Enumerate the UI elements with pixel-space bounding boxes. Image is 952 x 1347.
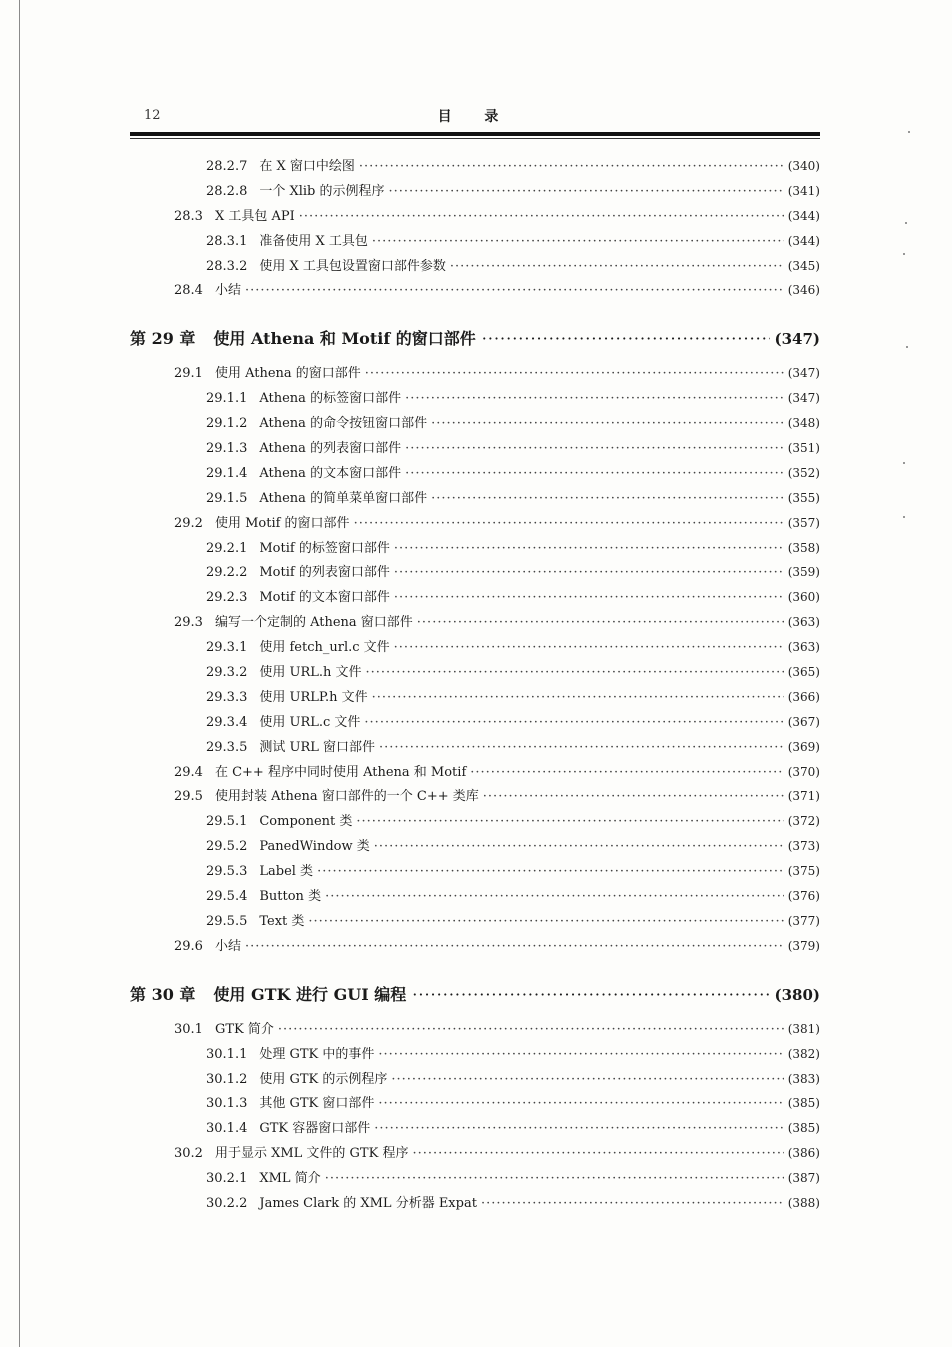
dot-leader [481, 1196, 784, 1211]
entry-number: 30.1.4 [206, 1121, 248, 1137]
entry-title: 使用 Motif 的窗口部件 [214, 515, 350, 531]
toc-subsection-entry[interactable] [130, 1167, 820, 1192]
entry-number: 29.3.5 [206, 739, 248, 755]
toc-subsection-entry[interactable] [130, 537, 820, 562]
dot-leader [394, 541, 784, 556]
dot-leader [394, 565, 784, 580]
dot-leader [308, 914, 783, 929]
toc-subsection-entry[interactable] [130, 661, 820, 686]
entry-number: 29.1.1 [206, 391, 248, 407]
entry-page-number: (373) [787, 839, 820, 854]
toc-page [130, 108, 820, 1217]
entry-title: 使用 X 工具包设置窗口部件参数 [259, 258, 446, 274]
toc-subsection-entry[interactable] [130, 686, 820, 711]
header-rule-thick [130, 132, 820, 136]
entry-number: 29.2.2 [206, 565, 248, 581]
toc-subsection-entry[interactable] [130, 810, 820, 835]
entry-page-number: (377) [787, 913, 820, 928]
entry-page-number: (348) [787, 416, 820, 431]
entry-title: GTK 容器窗口部件 [259, 1121, 371, 1137]
entry-number: 28.4 [174, 283, 203, 299]
dot-leader [391, 1072, 783, 1087]
entry-number: 28.3.2 [206, 258, 248, 274]
page-number: 12 [144, 108, 161, 123]
entry-page-number: (385) [787, 1096, 820, 1111]
entry-page-number: (355) [787, 490, 820, 505]
entry-number: 30.1.3 [206, 1096, 248, 1112]
entry-number: 30.1.2 [206, 1071, 248, 1087]
entry-number: 28.2.7 [206, 159, 248, 174]
toc-subsection-entry[interactable] [130, 437, 820, 462]
entry-title: XML 简介 [259, 1171, 321, 1187]
toc-section-entry[interactable] [130, 205, 820, 230]
entry-title: Label 类 [259, 864, 314, 880]
chapter-page-number: (347) [774, 330, 820, 349]
toc-subsection-entry[interactable] [130, 885, 820, 910]
entry-title: Athena 的命令按钮窗口部件 [259, 416, 428, 432]
entry-title: 使用 URL.h 文件 [259, 665, 362, 681]
entry-title: 小结 [214, 938, 241, 954]
toc-subsection-entry[interactable] [130, 1117, 820, 1142]
entry-page-number: (382) [787, 1046, 820, 1061]
dot-leader [412, 985, 770, 1004]
entry-title: 在 C++ 程序中同时使用 Athena 和 Motif [214, 764, 467, 780]
entry-page-number: (345) [787, 258, 820, 273]
toc-subsection-entry[interactable] [130, 1092, 820, 1117]
chapter-number: 第 29 章 [130, 329, 196, 349]
entry-title: 准备使用 X 工具包 [259, 233, 368, 249]
entry-title: PanedWindow 类 [259, 839, 370, 855]
toc-subsection-entry[interactable] [130, 1068, 820, 1093]
dot-leader [245, 939, 784, 954]
dot-leader [374, 1121, 783, 1136]
entry-page-number: (347) [787, 391, 820, 406]
dot-leader [431, 416, 784, 431]
entry-number: 29.3.2 [206, 665, 248, 681]
entry-page-number: (376) [787, 889, 820, 904]
entry-title: Motif 的列表窗口部件 [259, 565, 390, 581]
entry-number: 29.6 [174, 938, 203, 954]
entry-page-number: (351) [787, 441, 820, 456]
toc-subsection-entry[interactable] [130, 155, 820, 180]
entry-title: 编写一个定制的 Athena 窗口部件 [214, 615, 413, 631]
dot-leader [412, 1146, 783, 1161]
dot-leader [359, 159, 784, 174]
dot-leader [405, 391, 784, 406]
toc-subsection-entry[interactable] [130, 1043, 820, 1068]
entry-title: 使用 URLP.h 文件 [259, 689, 368, 705]
toc-subsection-entry[interactable] [130, 255, 820, 280]
dot-leader [379, 740, 784, 755]
toc-section-entry[interactable] [130, 1142, 820, 1167]
dot-leader [245, 283, 784, 298]
entry-number: 29.1.5 [206, 490, 248, 506]
toc-subsection-entry[interactable] [130, 736, 820, 761]
entry-number: 29.1.3 [206, 441, 248, 457]
dot-leader [325, 1171, 784, 1186]
entry-number: 28.3.1 [206, 233, 248, 249]
chapter-heading[interactable] [130, 982, 820, 1012]
entry-title: 测试 URL 窗口部件 [259, 739, 376, 755]
chapter-title: 使用 GTK 进行 GUI 编程 [213, 984, 407, 1004]
dot-leader [405, 441, 784, 456]
dot-leader [317, 864, 784, 879]
dot-leader [470, 765, 783, 780]
chapter-page-number: (380) [774, 985, 820, 1004]
entry-page-number: (372) [787, 814, 820, 829]
dot-leader [450, 259, 784, 274]
entry-page-number: (388) [787, 1195, 820, 1210]
entry-title: Motif 的文本窗口部件 [259, 590, 390, 606]
entry-number: 29.1.4 [206, 465, 248, 481]
entry-page-number: (358) [787, 540, 820, 555]
entry-number: 30.2.2 [206, 1195, 248, 1211]
toc-subsection-entry[interactable] [130, 636, 820, 661]
entry-page-number: (381) [787, 1021, 820, 1036]
running-title: 目 录 [437, 109, 513, 125]
toc-section-entry[interactable] [130, 362, 820, 387]
entry-page-number: (367) [787, 714, 820, 729]
entry-number: 29.5 [174, 789, 203, 805]
chapter-heading[interactable] [130, 326, 820, 356]
entry-title: James Clark 的 XML 分析器 Expat [259, 1195, 477, 1211]
entry-number: 29.3.3 [206, 689, 248, 705]
dot-leader [483, 789, 784, 804]
toc-subsection-entry[interactable] [130, 835, 820, 860]
chapter-spacer [130, 304, 820, 326]
entry-title: Text 类 [259, 913, 305, 929]
chapter-number: 第 30 章 [130, 984, 196, 1004]
entry-page-number: (365) [787, 665, 820, 680]
entry-title: Athena 的文本窗口部件 [259, 465, 402, 481]
entry-page-number: (379) [787, 938, 820, 953]
entry-page-number: (341) [787, 183, 820, 198]
entry-number: 29.5.3 [206, 864, 248, 880]
entry-page-number: (357) [787, 515, 820, 530]
entry-page-number: (363) [787, 615, 820, 630]
entry-number: 28.2.8 [206, 183, 248, 199]
toc-section-entry[interactable] [130, 611, 820, 636]
entry-number: 29.5.2 [206, 839, 248, 855]
entry-page-number: (371) [787, 789, 820, 804]
entry-number: 29.5.4 [206, 889, 248, 905]
dot-leader [378, 1047, 783, 1062]
entry-number: 30.1 [174, 1021, 203, 1037]
entry-page-number: (369) [787, 739, 820, 754]
dot-leader [394, 590, 784, 605]
dot-leader [278, 1022, 784, 1037]
entry-number: 29.3 [174, 615, 203, 631]
entry-title: 使用 GTK 的示例程序 [259, 1071, 388, 1087]
toc-subsection-entry[interactable] [130, 910, 820, 935]
entry-title: Athena 的标签窗口部件 [259, 391, 402, 407]
dot-leader [354, 516, 784, 531]
toc-subsection-entry[interactable] [130, 230, 820, 255]
entry-number: 29.5.1 [206, 814, 248, 830]
entry-number: 30.2 [174, 1146, 203, 1162]
entry-page-number: (370) [787, 764, 820, 779]
entry-page-number: (344) [787, 233, 820, 248]
dot-leader [325, 889, 784, 904]
toc-subsection-entry[interactable] [130, 1192, 820, 1217]
dot-leader [431, 491, 784, 506]
entry-page-number: (347) [787, 366, 820, 381]
toc-subsection-entry[interactable] [130, 180, 820, 205]
entry-title: 使用 Athena 的窗口部件 [214, 366, 361, 382]
entry-title: 处理 GTK 中的事件 [259, 1046, 375, 1062]
toc-subsection-entry[interactable] [130, 561, 820, 586]
entry-number: 29.2 [174, 515, 203, 531]
dot-leader [389, 184, 784, 199]
entry-number: 30.2.1 [206, 1171, 248, 1187]
chapter-title: 使用 Athena 和 Motif 的窗口部件 [213, 329, 476, 349]
dot-leader [372, 234, 784, 249]
toc-subsection-entry[interactable] [130, 487, 820, 512]
entry-title: Component 类 [259, 814, 353, 830]
toc-section-entry[interactable] [130, 279, 820, 304]
toc-section-entry[interactable] [130, 512, 820, 537]
entry-number: 29.5.5 [206, 913, 248, 929]
entry-page-number: (359) [787, 565, 820, 580]
entry-number: 29.3.4 [206, 714, 248, 730]
dot-leader [366, 665, 784, 680]
entry-number: 30.1.1 [206, 1046, 248, 1062]
entry-number: 29.3.1 [206, 640, 248, 656]
toc-subsection-entry[interactable] [130, 586, 820, 611]
entry-number: 29.1 [174, 366, 203, 382]
toc-section-entry[interactable] [130, 935, 820, 960]
dot-leader [378, 1096, 783, 1111]
entry-page-number: (386) [787, 1146, 820, 1161]
entry-page-number: (363) [787, 640, 820, 655]
entry-title: 小结 [214, 283, 241, 299]
chapter-spacer [130, 960, 820, 982]
entry-title: 用于显示 XML 文件的 GTK 程序 [214, 1146, 409, 1162]
entry-page-number: (352) [787, 465, 820, 480]
dot-leader [372, 690, 784, 705]
entry-page-number: (366) [787, 689, 820, 704]
dot-leader [417, 615, 784, 630]
entry-number: 29.2.3 [206, 590, 248, 606]
header-rule-thin [130, 138, 820, 139]
entry-title: 一个 Xlib 的示例程序 [259, 183, 385, 199]
entry-number: 29.2.1 [206, 540, 248, 556]
entry-page-number: (344) [787, 208, 820, 223]
dot-leader [394, 640, 784, 655]
entry-page-number: (360) [787, 590, 820, 605]
entry-number: 29.1.2 [206, 416, 248, 432]
toc-subsection-entry[interactable] [130, 412, 820, 437]
toc-subsection-entry[interactable] [130, 711, 820, 736]
dot-leader [356, 814, 783, 829]
dot-leader [405, 466, 784, 481]
entry-title: Motif 的标签窗口部件 [259, 540, 390, 556]
entry-page-number: (383) [787, 1071, 820, 1086]
toc-subsection-entry[interactable] [130, 462, 820, 487]
entry-page-number: (340) [787, 159, 820, 173]
entry-title: 在 X 窗口中绘图 [259, 159, 355, 174]
dot-leader [364, 715, 783, 730]
entry-title: X 工具包 API [214, 208, 295, 224]
toc-section-entry[interactable] [130, 761, 820, 786]
dot-leader [374, 839, 784, 854]
toc-section-entry[interactable] [130, 1018, 820, 1043]
entry-page-number: (385) [787, 1121, 820, 1136]
entry-title: 使用 URL.c 文件 [259, 714, 361, 730]
entry-title: 其他 GTK 窗口部件 [259, 1096, 375, 1112]
entry-page-number: (387) [787, 1171, 820, 1186]
entry-title: GTK 简介 [214, 1021, 274, 1037]
entry-title: Button 类 [259, 889, 322, 905]
entry-title: 使用封装 Athena 窗口部件的一个 C++ 类库 [214, 789, 479, 805]
entry-title: 使用 fetch_url.c 文件 [259, 640, 390, 656]
entry-number: 29.4 [174, 764, 203, 780]
entry-page-number: (375) [787, 864, 820, 879]
entry-number: 28.3 [174, 208, 203, 224]
dot-leader [482, 329, 771, 348]
entry-title: Athena 的列表窗口部件 [259, 441, 402, 457]
page-header [130, 108, 820, 126]
dot-leader [299, 209, 784, 224]
table-of-contents [130, 155, 820, 1217]
binding-edge-line [19, 0, 20, 1347]
dot-leader [365, 366, 784, 381]
entry-title: Athena 的简单菜单窗口部件 [259, 490, 428, 506]
toc-subsection-entry[interactable] [130, 860, 820, 885]
entry-page-number: (346) [787, 283, 820, 298]
toc-subsection-entry[interactable] [130, 387, 820, 412]
toc-section-entry[interactable] [130, 785, 820, 810]
